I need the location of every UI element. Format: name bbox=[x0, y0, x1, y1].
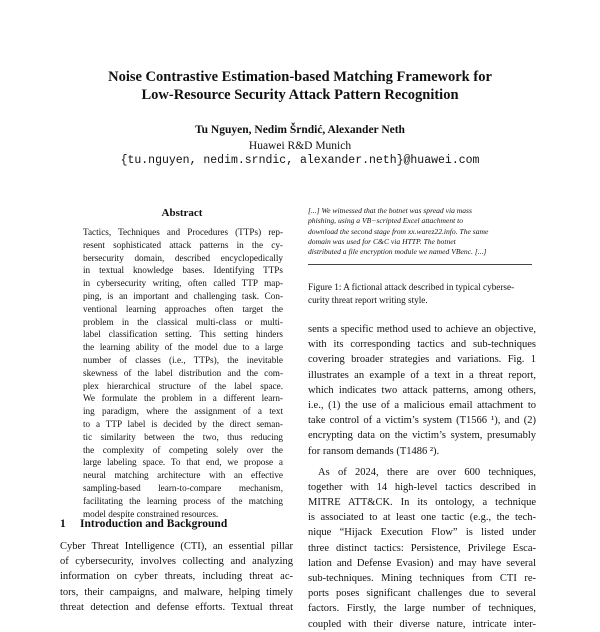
abstract-line: ping, is an important and challenging task. Con- bbox=[83, 290, 283, 301]
body-line: together with 14 high-level tactics described in bbox=[308, 481, 536, 493]
body-line: encrypting data on the victim’s system, presumably bbox=[308, 430, 536, 442]
figure-text-line: distributed a file encryption module we named VBenc. [...] bbox=[308, 247, 487, 257]
section-title: Introduction and Background bbox=[80, 518, 228, 530]
abstract-line: number of classes (i.e., TTPs), the inevitable bbox=[83, 354, 283, 365]
abstract-line: in cybersecurity writing, often called TTP map- bbox=[83, 278, 283, 289]
intro-line: tors, their campaigns, and malware, helping timely bbox=[60, 586, 293, 598]
abstract-heading: Abstract bbox=[161, 207, 203, 219]
abstract-line: facilitating the learning process of the matching bbox=[83, 495, 283, 506]
abstract-body bbox=[83, 226, 283, 520]
abstract-line: large labeling space. To that end, we propose a bbox=[83, 457, 283, 468]
abstract-line: resent sophisticated attack patterns in the cy- bbox=[83, 239, 283, 250]
body-line: coupled with their diverse nature, intricate inter- bbox=[308, 618, 536, 630]
body-line: sents a specific method used to achieve an objective, bbox=[308, 324, 536, 335]
abstract-line: problem in the classical multi-class or multi- bbox=[83, 316, 283, 327]
figure-1-text bbox=[308, 206, 532, 257]
right-column-body bbox=[308, 322, 536, 632]
abstract-line: Tactics, Techniques and Procedures (TTPs) rep- bbox=[83, 227, 283, 237]
figure-text-line: phishing, using a VB−scripted Excel attachment to bbox=[308, 216, 464, 226]
body-line: three distinct tactics: Persistence, Privilege Esca- bbox=[308, 542, 536, 554]
body-line: which indicates two attack patterns, among others, bbox=[308, 384, 536, 396]
abstract-line: neural matching architecture with an effective bbox=[83, 470, 283, 481]
abstract-line: ing paradigm, where the assignment of a text bbox=[83, 406, 283, 417]
caption-line: Figure 1: A fictional attack described in typical cyberse- bbox=[308, 282, 515, 292]
abstract-line: bersecurity domain, described encyclopedically bbox=[83, 252, 283, 263]
body-line: nique “Hijack Execution Flow” is listed under bbox=[308, 527, 536, 539]
abstract-line: skewness of the label distribution and the com- bbox=[83, 367, 283, 378]
body-line: MITRE ATT&CK. In its ontology, a technique bbox=[308, 497, 536, 509]
figure-1-caption bbox=[308, 281, 534, 307]
body-line: i.e., (1) the use of a malicious email attachment to bbox=[308, 399, 536, 411]
body-line: factors. Firstly, the large number of techniques, bbox=[308, 603, 536, 615]
body-line: lation and Defense Evasion) and may have several bbox=[308, 557, 536, 569]
intro-line: information on cyber threats, including threat ac- bbox=[60, 571, 293, 583]
abstract-line: model despite constrained resources. bbox=[83, 508, 219, 519]
affiliation: Huawei R&D Munich bbox=[248, 140, 352, 152]
body-line: take control of a victim’s system (T1566 ¹), and (2) bbox=[308, 415, 536, 427]
abstract-line: We formulate the problem in a different learn- bbox=[83, 393, 283, 404]
body-line: As of 2024, there are over 600 techniques, bbox=[318, 466, 536, 478]
figure-text-line: domain was used for C&C via HTTP. The botnet bbox=[308, 236, 456, 246]
title-line-2: Low-Resource Security Attack Pattern Recognition bbox=[141, 87, 459, 103]
abstract-line: sampling-based learn-to-compare mechanism, bbox=[83, 482, 283, 493]
abstract-line: plex hierarchical structure of the label space. bbox=[83, 380, 283, 391]
abstract-line: to a TTP label is decided by the direct seman- bbox=[83, 418, 283, 429]
intro-line: Cyber Threat Intelligence (CTI), an essential pillar bbox=[60, 541, 293, 552]
section-number: 1 bbox=[60, 518, 66, 530]
figure-text-line: download the second stage from xx.warez22.info. The same bbox=[308, 226, 489, 236]
figure-text-line: [...] We witnessed that the botnet was spread via mass bbox=[308, 206, 472, 215]
abstract-line: tic similarity between the two, thus reducing bbox=[83, 431, 283, 442]
abstract-line: label classification setting. This setting hinders bbox=[83, 329, 283, 340]
body-line: is associated to at least one tactic (e.g., the tech- bbox=[308, 512, 536, 524]
body-line: covering broader strategies and variations. Fig. 1 bbox=[308, 354, 536, 366]
title-line-1: Noise Contrastive Estimation-based Matching Framework for bbox=[108, 69, 492, 85]
caption-line: curity threat report writing style. bbox=[308, 295, 428, 305]
intro-line: threat detection and defense efforts. Textual threat bbox=[60, 601, 293, 613]
abstract-line: the complexity of competing solely over the bbox=[83, 444, 283, 455]
abstract-line: the learning ability of the model due to a large bbox=[83, 342, 283, 353]
figure-1-box bbox=[308, 206, 532, 265]
paper-title bbox=[0, 68, 600, 104]
author-emails: {tu.nguyen, nedim.srndic, alexander.neth}@huawei.com bbox=[120, 154, 480, 167]
introduction-body bbox=[60, 539, 293, 615]
abstract-line: ventional learning approaches often target the bbox=[83, 303, 283, 314]
author-list: Tu Nguyen, Nedim Šrndić, Alexander Neth bbox=[195, 124, 405, 136]
intro-line: of cybersecurity, involves collecting and analyzing bbox=[60, 556, 293, 568]
body-line: illustrates an example of a text in a threat report, bbox=[308, 369, 536, 381]
abstract-line: in textual knowledge bases. Identifying TTPs bbox=[83, 265, 283, 276]
body-line: with its corresponding tactics and sub-techniques bbox=[308, 339, 536, 351]
section-heading bbox=[60, 518, 227, 530]
body-line: for ransom demands (T1486 ²). bbox=[308, 445, 440, 457]
body-line: ports poses significant challenges due to several bbox=[308, 588, 536, 600]
body-line: sub-techniques. Mining techniques from CTI re- bbox=[308, 573, 536, 584]
